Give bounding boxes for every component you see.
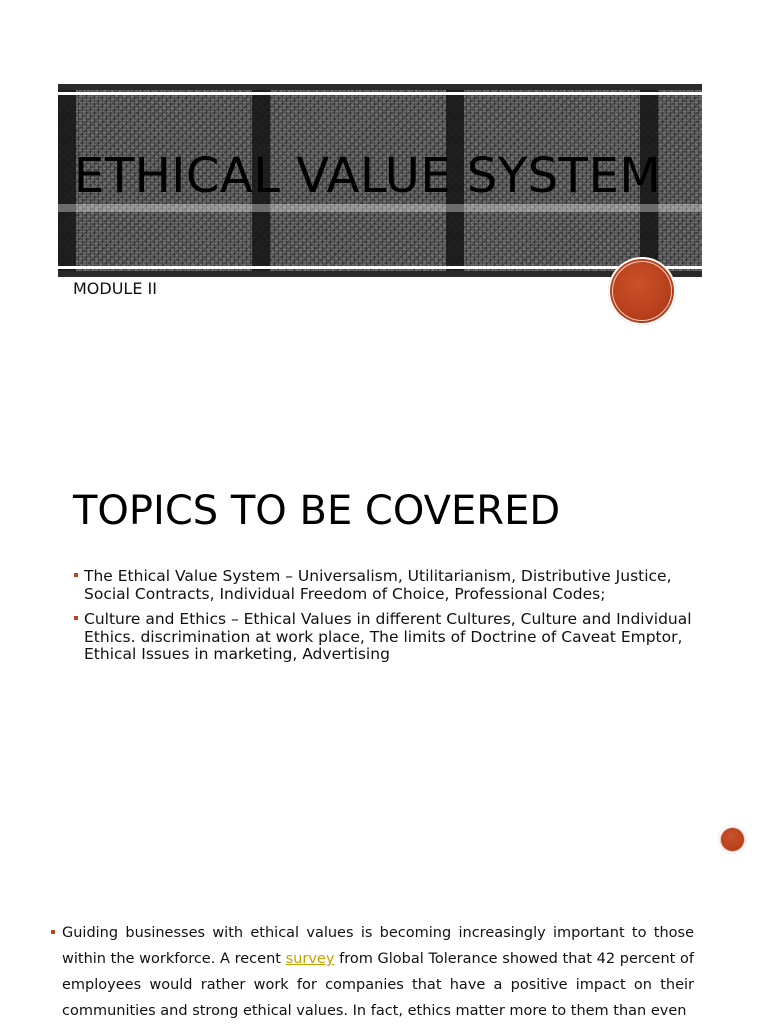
topics-title: TOPICS TO BE COVERED [73, 488, 561, 534]
band-top-line [58, 92, 702, 95]
topics-slide [0, 470, 768, 700]
slide-title: ETHICAL VALUE SYSTEM [74, 148, 662, 204]
content-slide [0, 810, 768, 1024]
decorative-circle [608, 257, 676, 325]
band-middle-stripe [58, 204, 702, 212]
title-slide [0, 0, 768, 340]
slide-subtitle: MODULE II [73, 279, 157, 298]
decorative-circle-small [718, 825, 747, 854]
body-paragraph [50, 920, 694, 1024]
band-bottom-line [58, 266, 702, 269]
topic-item: The Ethical Value System – Universalism, Utilitarianism, Distributive Justice, Social Contracts, Individual Freedom of Choice, Professional Codes; [73, 568, 703, 603]
paragraph-text-end: from Global Tolerance showed that 42 percent of employees would rather work for companies that have a positive impact on their communities and strong ethical values. In fact, ethics matter more to them than even [62, 951, 694, 1019]
paragraph-text-start: Guiding businesses with ethical values is becoming increasingly important to those within the workforce. A recent [62, 925, 694, 967]
survey-link[interactable]: survey [285, 951, 335, 967]
topics-list [73, 568, 703, 672]
topic-item: Culture and Ethics – Ethical Values in different Cultures, Culture and Individual Ethics. discrimination at work place, The limits of Doctrine of Caveat Emptor, Ethical Issues in marketing, Advertising [73, 611, 703, 664]
